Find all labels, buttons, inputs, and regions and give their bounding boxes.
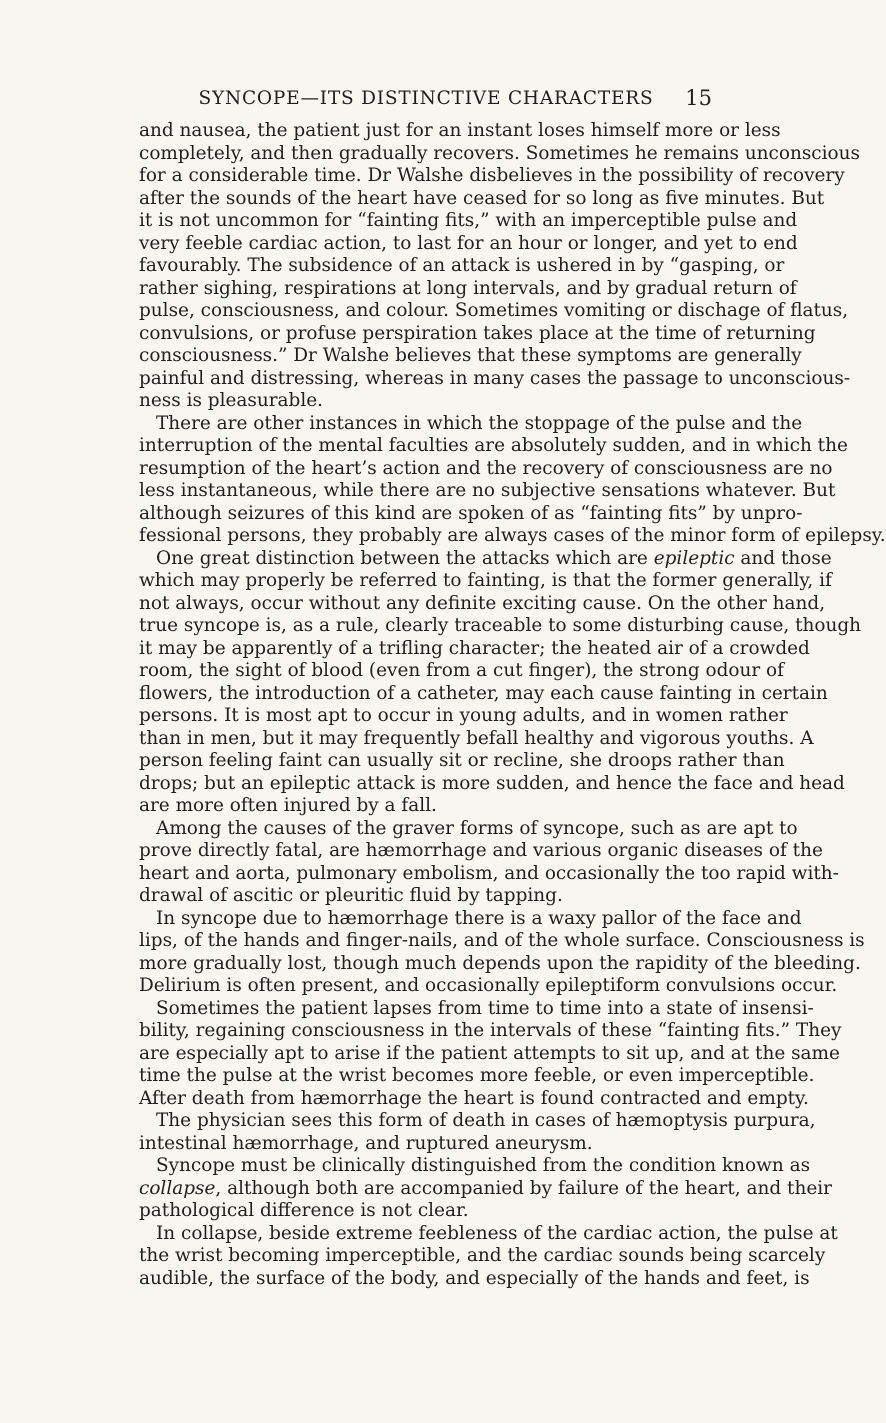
text-line: although seizures of this kind are spoken of as “fainting fits” by unpro- bbox=[139, 502, 803, 524]
text-line: for a considerable time. Dr Walshe disbelieves in the possibility of recovery bbox=[139, 165, 845, 186]
text-line: After death from hæmorrhage the heart is found contracted and empty. bbox=[139, 1087, 809, 1109]
text-line: One great distinction between the attacks which are epileptic and those bbox=[156, 547, 832, 569]
text-line: pulse, consciousness, and colour. Sometimes vomiting or dischage of flatus, bbox=[139, 300, 849, 321]
text-line: In collapse, beside extreme feebleness of the cardiac action, the pulse at bbox=[156, 1222, 838, 1244]
text-line: time the pulse at the wrist becomes more feeble, or even imperceptible. bbox=[139, 1065, 815, 1086]
text-line: lips, of the hands and finger-nails, and of the whole surface. Consciousness is bbox=[139, 930, 865, 951]
running-header bbox=[140, 88, 712, 116]
text-line: There are other instances in which the stoppage of the pulse and the bbox=[156, 412, 803, 434]
text-line: prove directly fatal, are hæmorrhage and various organic diseases of the bbox=[139, 840, 823, 861]
page-number: 15 bbox=[685, 86, 712, 110]
body-text bbox=[139, 120, 886, 1290]
text-line: convulsions, or profuse perspiration takes place at the time of returning bbox=[139, 322, 816, 344]
text-line: heart and aorta, pulmonary embolism, and occasionally the too rapid with- bbox=[139, 862, 839, 884]
text-line: persons. It is most apt to occur in young adults, and in women rather bbox=[139, 705, 788, 726]
text-line: drawal of ascitic or pleuritic fluid by tapping. bbox=[139, 885, 563, 906]
text-line: Syncope must be clinically distinguished from the condition known as bbox=[156, 1155, 811, 1176]
text-line: it is not uncommon for “fainting fits,” with an imperceptible pulse and bbox=[139, 210, 798, 231]
text-line: and nausea, the patient just for an instant loses himself more or less bbox=[139, 120, 781, 141]
text-line: painful and distressing, whereas in many cases the passage to unconscious- bbox=[139, 367, 851, 389]
text-line: In syncope due to hæmorrhage there is a waxy pallor of the face and bbox=[156, 907, 802, 929]
text-line: person feeling faint can usually sit or recline, she droops rather than bbox=[139, 750, 785, 771]
text-line: less instantaneous, while there are no subjective sensations whatever. But bbox=[139, 480, 836, 501]
text-line: ness is pleasurable. bbox=[139, 390, 324, 411]
text-line: Among the causes of the graver forms of syncope, such as are apt to bbox=[156, 817, 798, 839]
text-line: after the sounds of the heart have ceased for so long as five minutes. But bbox=[139, 187, 825, 209]
text-line: bility, regaining consciousness in the intervals of these “fainting fits.” They bbox=[139, 1020, 842, 1041]
text-line: audible, the surface of the body, and especially of the hands and feet, is bbox=[139, 1267, 810, 1289]
text-line: pathological difference is not clear. bbox=[139, 1200, 469, 1221]
text-line: than in men, but it may frequently befall healthy and vigorous youths. A bbox=[139, 727, 814, 749]
text-line: Delirium is often present, and occasionally epileptiform convulsions occur. bbox=[139, 975, 838, 996]
text-line: it may be apparently of a trifling character; the heated air of a crowded bbox=[139, 637, 810, 659]
text-line: consciousness.” Dr Walshe believes that these symptoms are generally bbox=[139, 345, 802, 366]
text-line: fessional persons, they probably are always cases of the minor form of epilepsy. bbox=[139, 525, 886, 546]
text-line: flowers, the introduction of a catheter, may each cause fainting in certain bbox=[139, 682, 828, 704]
text-line: favourably. The subsidence of an attack is ushered in by “gasping, or bbox=[139, 255, 785, 276]
text-line: are especially apt to arise if the patient attempts to sit up, and at the same bbox=[139, 1042, 840, 1064]
text-line: rather sighing, respirations at long intervals, and by gradual return of bbox=[139, 277, 797, 299]
text-line: not always, occur without any definite exciting cause. On the other hand, bbox=[139, 592, 826, 614]
text-line: which may properly be referred to fainting, is that the former generally, if bbox=[139, 570, 832, 591]
text-line: room, the sight of blood (even from a cut finger), the strong odour of bbox=[139, 660, 784, 681]
running-title: SYNCOPE—ITS DISTINCTIVE CHARACTERS bbox=[198, 88, 654, 109]
text-line: collapse, although both are accompanied by failure of the heart, and their bbox=[139, 1177, 832, 1199]
text-line: more gradually lost, though much depends upon the rapidity of the bleeding. bbox=[139, 952, 861, 974]
text-line: are more often injured by a fall. bbox=[139, 795, 437, 816]
text-line: The physician sees this form of death in cases of hæmoptysis purpura, bbox=[156, 1110, 816, 1131]
text-line: drops; but an epileptic attack is more sudden, and hence the face and head bbox=[139, 772, 845, 794]
text-line: completely, and then gradually recovers. Sometimes he remains unconscious bbox=[139, 142, 860, 164]
text-line: resumption of the heart’s action and the recovery of consciousness are no bbox=[139, 457, 833, 479]
text-line: intestinal hæmorrhage, and ruptured aneurysm. bbox=[139, 1132, 593, 1154]
text-line: very feeble cardiac action, to last for an hour or longer, and yet to end bbox=[139, 232, 798, 254]
text-line: Sometimes the patient lapses from time to time into a state of insensi- bbox=[156, 997, 814, 1019]
text-line: true syncope is, as a rule, clearly traceable to some disturbing cause, though bbox=[139, 615, 862, 636]
text-line: the wrist becoming imperceptible, and the cardiac sounds being scarcely bbox=[139, 1245, 826, 1266]
text-line: interruption of the mental faculties are absolutely sudden, and in which the bbox=[139, 435, 848, 456]
